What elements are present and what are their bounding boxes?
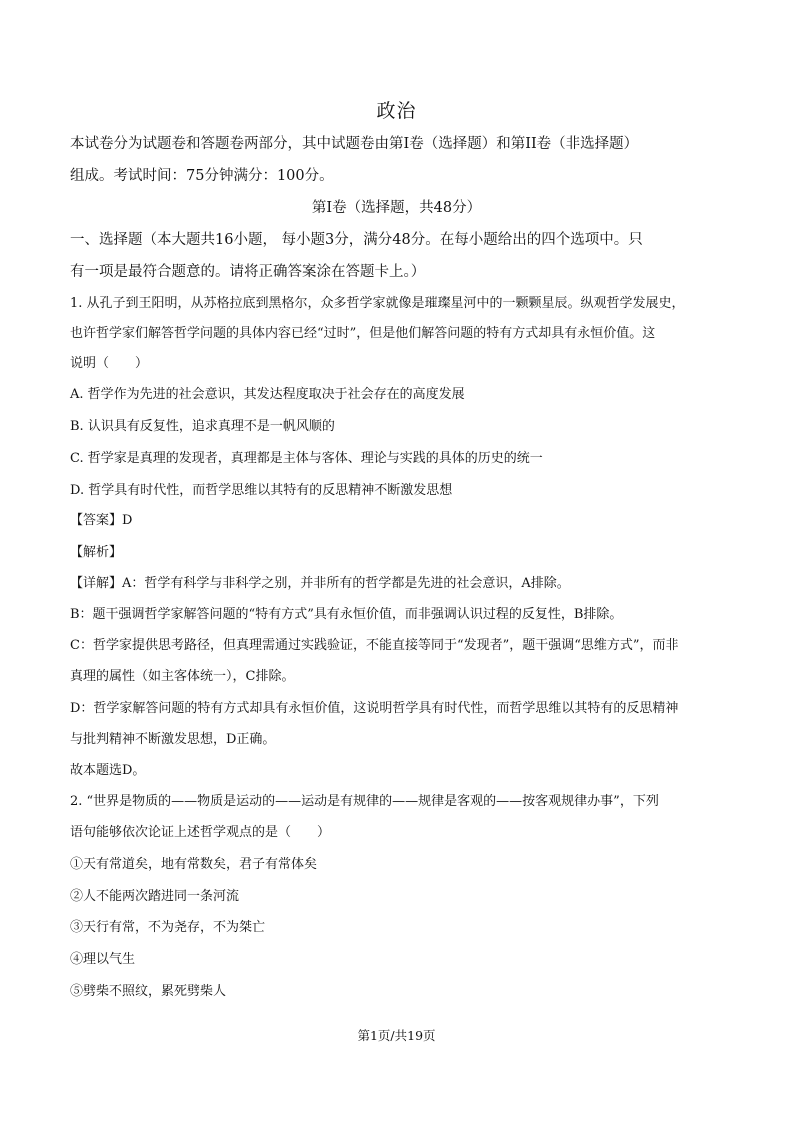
q1-analysis-label: 【解析】 [70, 545, 123, 560]
section-title: 第Ⅰ卷（选择题，共48分） [311, 200, 482, 216]
q1-option-d: D. 哲学具有时代性，而哲学思维以其特有的反思精神不断激发思想 [70, 483, 453, 498]
instructions-line-2: 有一项是最符合题意的。请将正确答案涂在答题卡上。） [70, 264, 426, 280]
q1-analysis-line-6: 与批判精神不断激发思想，D正确。 [70, 732, 276, 747]
q2-item-4: ④理以气生 [70, 952, 136, 967]
q1-analysis-line-4: 真理的属性（如主客体统一），C排除。 [70, 669, 295, 684]
instructions-line-1: 一、选择题（本大题共16小题， 每小题3分，满分48分。在每小题给出的四个选项中。只 [70, 232, 643, 248]
q1-stem-line-1: 1. 从孔子到王阳明，从苏格拉底到黑格尔，众多哲学家就像是璀璨星河中的一颗颗星辰。纵观哲学发展史， [70, 296, 685, 311]
q2-stem-line-2: 语句能够依次论证上述哲学观点的是（ ） [70, 825, 331, 840]
q2-item-1: ①天有常道矣，地有常数矣，君子有常体矣 [70, 857, 318, 872]
q1-stem-line-2: 也许哲学家们解答哲学问题的具体内容已经“过时”，但是他们解答问题的特有方式却具有永恒价值。这 [70, 326, 656, 341]
q2-item-5: ⑤劈柴不照纹，累死劈柴人 [70, 984, 227, 999]
page-footer: 第1页/共19页 [357, 1028, 436, 1043]
q1-option-c: C. 哲学家是真理的发现者，真理都是主体与客体、理论与实践的具体的历史的统一 [70, 451, 543, 466]
q2-item-2: ②人不能两次踏进同一条河流 [70, 889, 240, 904]
q1-analysis-line-3: C：哲学家提供思考路径，但真理需通过实践验证，不能直接等同于“发现者”，题干强调“思维方式”，而非 [70, 638, 679, 653]
q1-option-b: B. 认识具有反复性，追求真理不是一帆风顺的 [70, 419, 335, 434]
q1-analysis-line-5: D：哲学家解答问题的特有方式却具有永恒价值，这说明哲学具有时代性，而哲学思维以其特有的反思精神 [70, 701, 679, 716]
q1-analysis-line-2: B：题干强调哲学家解答问题的“特有方式”具有永恒价值，而非强调认识过程的反复性，B排除。 [70, 607, 623, 622]
q2-item-3: ③天行有常，不为尧存，不为桀亡 [70, 920, 266, 935]
q1-analysis-line-1: 【详解】A：哲学有科学与非科学之别，并非所有的哲学都是先进的社会意识，A排除。 [70, 576, 570, 591]
q1-analysis-line-7: 故本题选D。 [70, 763, 146, 778]
q1-answer: 【答案】D [70, 513, 133, 528]
intro-line-2: 组成。考试时间：75分钟满分：100分。 [70, 168, 334, 184]
intro-line-1: 本试卷分为试题卷和答题卷两部分，其中试题卷由第Ⅰ卷（选择题）和第II卷（非选择题） [70, 136, 639, 152]
q2-stem-line-1: 2. “世界是物质的——物质是运动的——运动是有规律的——规律是客观的——按客观规律办事”，下列 [70, 794, 659, 809]
q1-stem-line-3: 说明（ ） [70, 356, 149, 371]
q1-option-a: A. 哲学作为先进的社会意识，其发达程度取决于社会存在的高度发展 [70, 387, 465, 402]
page-title: 政治 [376, 100, 417, 122]
